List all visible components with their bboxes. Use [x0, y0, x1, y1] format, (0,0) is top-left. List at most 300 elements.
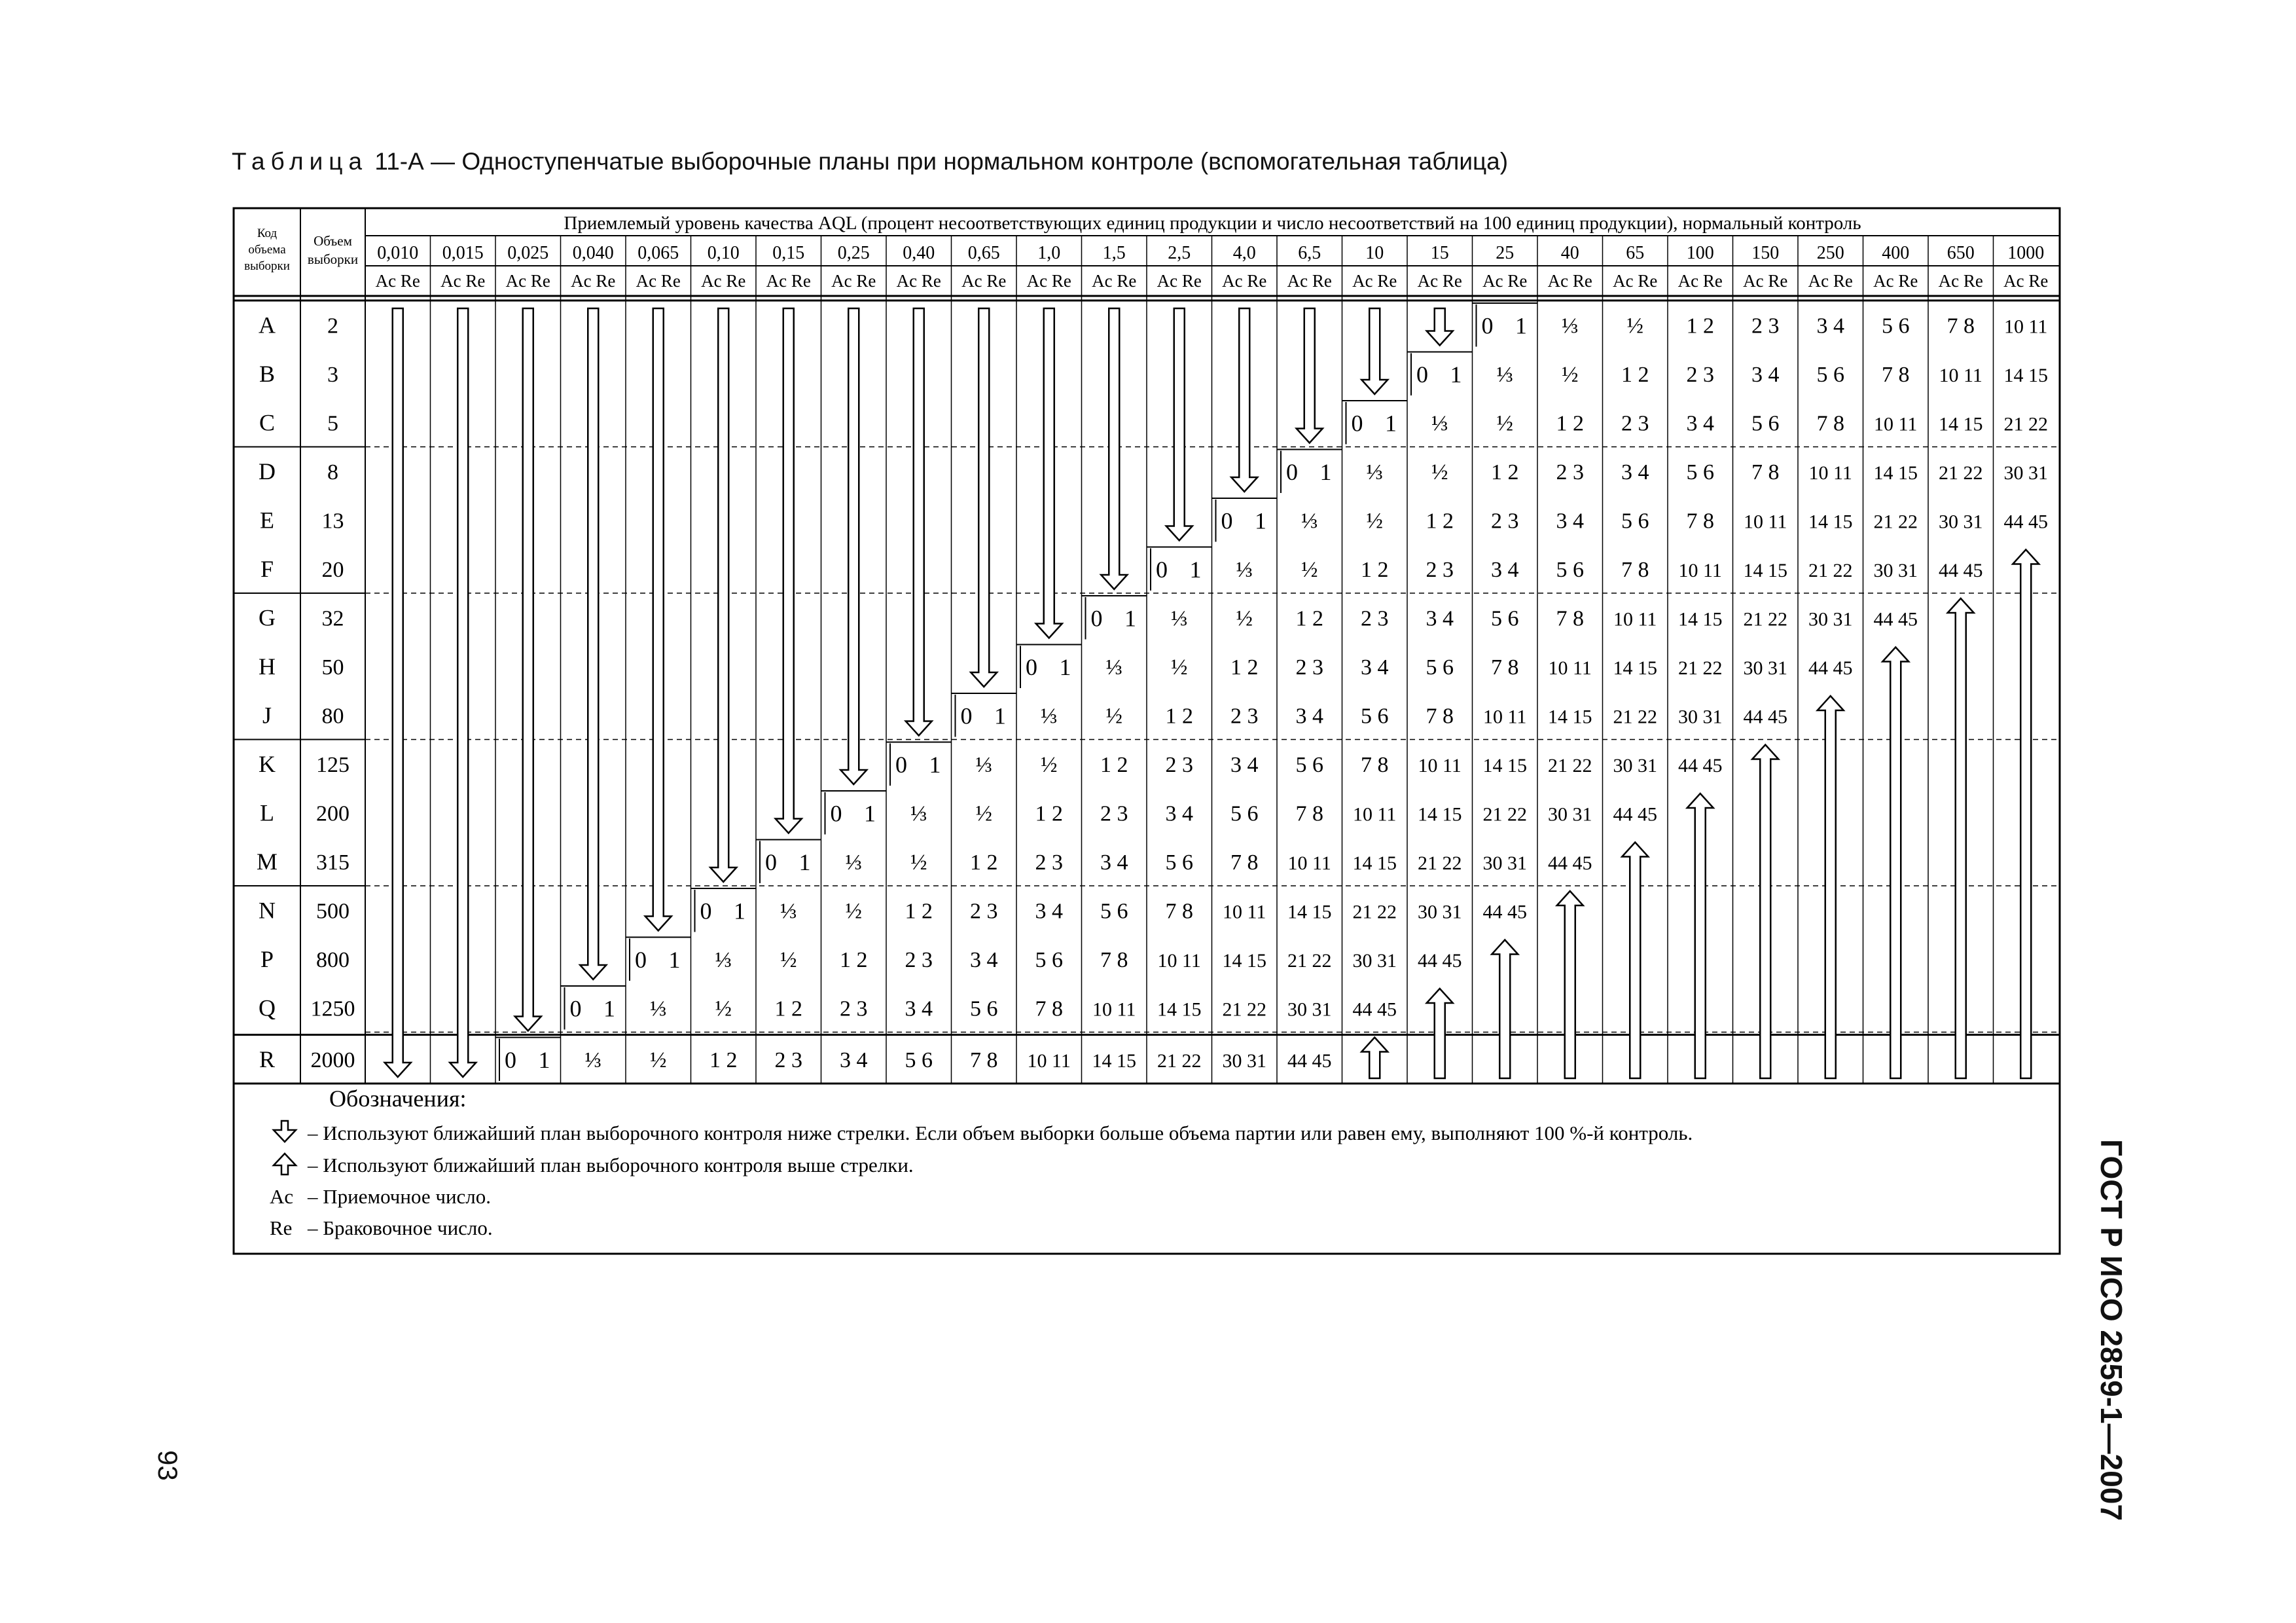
cell-value: 44 45	[1743, 706, 1787, 728]
cell-value: ½	[1431, 460, 1448, 484]
legend-item-text: – Используют ближайший план выборочного контроля выше стрелки.	[308, 1154, 914, 1176]
size-header-line: выборки	[307, 251, 359, 267]
cell-value: ½	[1626, 314, 1643, 338]
cell-value: 21 22	[1352, 901, 1397, 923]
down-arrow-shape	[1036, 308, 1062, 638]
up-arrow-icon	[1492, 940, 1518, 1079]
down-arrow-icon	[971, 308, 997, 687]
cell-value-ac-re: 0	[1221, 507, 1233, 534]
cell-value: 10 11	[1223, 901, 1266, 923]
cell-value: 30 31	[1743, 657, 1787, 679]
page-number: 93	[152, 1450, 183, 1481]
cell-value: 30 31	[1222, 1049, 1266, 1072]
down-arrow-shape	[1297, 308, 1323, 443]
aql-value-12: 2,5	[1168, 243, 1191, 263]
legend-up-arrow-shape	[274, 1154, 296, 1175]
cell-value: 21 22	[1222, 998, 1266, 1021]
aql-value-9: 0,65	[967, 243, 1000, 263]
row-code: E	[260, 507, 274, 534]
row-code: F	[260, 555, 274, 582]
row-code: L	[260, 799, 274, 826]
acre-label: Ac Re	[1287, 271, 1332, 291]
cell-value: 5 6	[1751, 411, 1780, 436]
acre-label: Ac Re	[896, 271, 941, 291]
down-arrow-icon	[1427, 308, 1453, 346]
cell-value: 21 22	[1678, 657, 1723, 679]
acre-label: Ac Re	[1613, 271, 1658, 291]
aql-value-24: 650	[1946, 243, 1975, 263]
cell-value: ⅓	[1431, 411, 1448, 436]
cell-value: 3 4	[1230, 752, 1259, 777]
aql-value-1: 0,015	[442, 243, 484, 263]
cell-value: 44 45	[1808, 657, 1853, 679]
cell-value-ac-re: 0	[765, 848, 777, 875]
cell-value: 30 31	[1482, 852, 1527, 874]
cell-value: ⅓	[1236, 557, 1253, 582]
cell-value: 10 11	[1353, 803, 1397, 826]
cell-value: ⅓	[1366, 460, 1383, 484]
down-arrow-shape	[385, 308, 411, 1077]
aql-value-15: 10	[1365, 243, 1384, 263]
cell-value: 2 3	[1686, 362, 1714, 387]
legend-item-text: – Приемочное число.	[308, 1185, 492, 1208]
cell-value: 1	[1319, 458, 1332, 485]
acre-label: Ac Re	[505, 271, 550, 291]
acre-label: Ac Re	[1352, 271, 1397, 291]
cell-value: 3 4	[1686, 411, 1714, 436]
cell-value: 14 15	[1808, 511, 1853, 533]
up-arrow-icon	[2013, 550, 2039, 1079]
aql-value-8: 0,40	[903, 243, 935, 263]
aql-value-6: 0,15	[772, 243, 805, 263]
cell-value: 14 15	[1222, 949, 1266, 972]
cell-value-ac-re: 0	[1416, 361, 1428, 388]
cell-value: 1	[1124, 605, 1136, 632]
cell-value: 5 6	[1556, 557, 1584, 582]
cell-value: 14 15	[1743, 559, 1787, 581]
cell-value-ac-re: 0	[1026, 653, 1037, 680]
cell-value: 7 8	[1100, 947, 1128, 972]
cell-value: 1 2	[1035, 801, 1063, 826]
down-arrow-icon	[1036, 308, 1062, 638]
cell-value: 1 2	[1165, 704, 1193, 729]
cell-value: 21 22	[1287, 949, 1332, 972]
cell-value: 14 15	[1548, 706, 1592, 728]
acre-label: Ac Re	[1808, 271, 1853, 291]
table-grid	[234, 208, 2060, 1254]
row-size: 20	[321, 557, 344, 582]
aql-value-25: 1000	[2007, 243, 2045, 263]
cell-value: 10 11	[1027, 1049, 1071, 1072]
row-code: C	[259, 409, 276, 436]
aql-header-title: Приемлемый уровень качества AQL (процент несоответствующих единиц продукции и число несоответствий на 100 единиц продукции), нормальный контроль	[564, 213, 1861, 234]
row-size: 8	[327, 460, 338, 484]
cell-value: 3 4	[1100, 850, 1128, 875]
acre-label: Ac Re	[1547, 271, 1592, 291]
up-arrow-shape	[1622, 843, 1648, 1079]
up-arrow-shape	[1557, 891, 1583, 1078]
cell-value: 1	[1385, 410, 1397, 437]
cell-value: 7 8	[1621, 557, 1649, 582]
cell-value: 1 2	[1556, 411, 1584, 436]
cell-value: 3 4	[1426, 606, 1454, 631]
legend	[270, 1085, 1693, 1239]
row-size: 1250	[310, 996, 355, 1021]
cell-value: 10 11	[1157, 949, 1201, 972]
acre-label: Ac Re	[831, 271, 876, 291]
aql-value-23: 400	[1882, 243, 1910, 263]
down-arrow-shape	[1101, 308, 1127, 589]
cell-value: 30 31	[1939, 511, 1983, 533]
acre-label: Ac Re	[636, 271, 681, 291]
cell-value: 2 3	[840, 996, 868, 1021]
cell-value: 10 11	[1613, 608, 1657, 630]
cell-value: 3 4	[1165, 801, 1193, 826]
cell-value: 1 2	[1230, 655, 1259, 680]
caption-text: 11-А — Одноступенчатые выборочные планы при нормальном контроле (вспомогательная таблица)	[374, 148, 1509, 175]
cell-value-ac-re: 0	[960, 702, 973, 729]
cell-value: ½	[1236, 606, 1253, 631]
cell-value: ⅓	[780, 899, 797, 924]
cell-value: 21 22	[1157, 1049, 1202, 1072]
cell-value: 1 2	[970, 850, 998, 875]
cell-value-ac-re: 0	[1090, 605, 1103, 632]
cell-value: 2 3	[1035, 850, 1063, 875]
cell-value: 3 4	[970, 947, 998, 972]
up-arrow-icon	[1557, 891, 1583, 1078]
cell-value: ⅓	[1171, 606, 1188, 631]
up-arrow-shape	[1818, 696, 1844, 1078]
cell-value: 10 11	[1678, 559, 1722, 581]
cell-value: 5 6	[1165, 850, 1193, 875]
cell-value: 14 15	[1613, 657, 1657, 679]
cell-value: 30 31	[1548, 803, 1592, 826]
aql-value-17: 25	[1496, 243, 1515, 263]
cell-value: 7 8	[1230, 850, 1259, 875]
cell-value: 21 22	[1939, 462, 1983, 484]
legend-up-arrow-icon	[274, 1154, 296, 1175]
acre-label: Ac Re	[1482, 271, 1528, 291]
cell-value: 1 2	[709, 1048, 738, 1072]
cell-value: 21 22	[1418, 852, 1462, 874]
cell-value: 1 2	[1621, 362, 1649, 387]
cell-value: 1	[1059, 653, 1071, 680]
cell-value: 14 15	[1092, 1049, 1136, 1072]
cell-value: 7 8	[1751, 460, 1780, 484]
cell-value: 3 4	[1035, 899, 1063, 924]
down-arrow-icon	[1166, 308, 1193, 541]
cell-value: 5 6	[1295, 752, 1323, 777]
cell-value: 44 45	[1287, 1049, 1332, 1072]
down-arrow-shape	[906, 308, 932, 736]
cell-value: 1 2	[1295, 606, 1323, 631]
cell-value: 1	[603, 995, 615, 1022]
cell-value: 2 3	[774, 1048, 802, 1072]
cell-value: 10 11	[1808, 462, 1852, 484]
cell-value: 1	[994, 702, 1006, 729]
cell-value: 7 8	[1035, 996, 1063, 1021]
up-arrow-icon	[1752, 745, 1778, 1079]
cell-value: 7 8	[1556, 606, 1584, 631]
cell-value: 5 6	[1361, 704, 1389, 729]
cell-value: 3 4	[1816, 314, 1844, 338]
cell-value: 5 6	[905, 1048, 933, 1072]
row-size: 13	[321, 509, 344, 534]
aql-value-4: 0,065	[637, 243, 679, 263]
cell-value: 44 45	[1613, 803, 1657, 826]
down-arrow-icon	[1231, 308, 1257, 492]
cell-value: ½	[780, 947, 797, 972]
cell-value: 10 11	[1874, 413, 1918, 435]
cell-value: 1	[1450, 361, 1462, 388]
cell-value: 2 3	[1491, 509, 1519, 534]
cell-value-ac-re: 0	[1286, 458, 1298, 485]
cell-value: 7 8	[1491, 655, 1519, 680]
cell-value: ½	[1041, 752, 1058, 777]
cell-value: 44 45	[1548, 852, 1592, 874]
down-arrow-icon	[1101, 308, 1127, 589]
cell-value: 21 22	[2003, 413, 2048, 435]
up-arrow-shape	[1882, 647, 1909, 1079]
down-arrow-icon	[1361, 308, 1388, 394]
down-arrow-shape	[776, 308, 802, 833]
cell-value: 5 6	[1035, 947, 1063, 972]
aql-value-10: 1,0	[1037, 243, 1061, 263]
cell-value: 10 11	[1287, 852, 1331, 874]
cell-value: 2 3	[1621, 411, 1649, 436]
cell-value: 1	[798, 848, 811, 875]
down-arrow-shape	[580, 308, 606, 979]
cell-value: 1 2	[905, 899, 933, 924]
cell-value: ½	[1301, 557, 1318, 582]
aql-value-22: 250	[1816, 243, 1844, 263]
cell-value: 30 31	[1808, 608, 1853, 630]
down-arrow-icon	[1297, 308, 1323, 443]
cell-value: 5 6	[1816, 362, 1844, 387]
down-arrow-icon	[645, 308, 672, 931]
cell-value-ac-re: 0	[895, 751, 907, 778]
cell-value: 1 2	[1100, 752, 1128, 777]
cell-value-ac-re: 0	[569, 995, 582, 1022]
cell-value: 14 15	[1939, 413, 1983, 435]
cell-value: 10 11	[1939, 364, 1982, 386]
acre-label: Ac Re	[1938, 271, 1983, 291]
cell-value: 10 11	[1483, 706, 1527, 728]
cell-value: ⅓	[975, 752, 992, 777]
cell-value: 5 6	[1882, 314, 1910, 338]
row-code: D	[259, 458, 276, 484]
cell-value: 30 31	[1287, 998, 1332, 1021]
cell-value: ½	[1496, 411, 1513, 436]
cell-value-ac-re: 0	[635, 946, 647, 973]
cell-value: 44 45	[1418, 949, 1462, 972]
cell-value: 5 6	[1491, 606, 1519, 631]
cell-value: ½	[650, 1048, 667, 1072]
row-size: 32	[321, 606, 344, 631]
cell-value: 2 3	[1230, 704, 1259, 729]
cell-value: ⅓	[910, 801, 927, 826]
cell-value: ½	[910, 850, 927, 875]
cell-value: 3 4	[840, 1048, 868, 1072]
down-arrow-shape	[710, 308, 736, 882]
cell-value: 2 3	[1100, 801, 1128, 826]
cell-value: 14 15	[1352, 852, 1397, 874]
down-arrow-icon	[776, 308, 802, 833]
cell-value: ⅓	[1041, 704, 1058, 729]
acre-label: Ac Re	[440, 271, 486, 291]
acre-label: Ac Re	[1743, 271, 1788, 291]
cell-value-ac-re: 0	[1156, 556, 1168, 583]
down-arrow-shape	[840, 308, 867, 784]
acre-label: Ac Re	[701, 271, 746, 291]
acre-label: Ac Re	[1873, 271, 1918, 291]
cell-value: ⅓	[845, 850, 862, 875]
cell-value: 5 6	[970, 996, 998, 1021]
cell-value: 2 3	[1295, 655, 1323, 680]
up-arrow-shape	[1427, 989, 1453, 1078]
down-arrow-icon	[906, 308, 932, 736]
cell-value-ac-re: 0	[1481, 312, 1494, 339]
cell-value: 7 8	[1165, 899, 1193, 924]
cell-value: 2 3	[970, 899, 998, 924]
cell-value: 3 4	[1621, 460, 1649, 484]
cell-value: 2 3	[905, 947, 933, 972]
acre-label: Ac Re	[571, 271, 616, 291]
up-arrow-icon	[1882, 647, 1909, 1079]
row-size: 2000	[310, 1048, 355, 1072]
up-arrow-icon	[1948, 598, 1974, 1078]
acre-label: Ac Re	[766, 271, 811, 291]
up-arrow-icon	[1427, 989, 1453, 1078]
cell-value: 7 8	[1295, 801, 1323, 826]
down-arrow-shape	[1231, 308, 1257, 492]
row-size: 2	[327, 314, 338, 338]
legend-title: Обозначения:	[329, 1085, 467, 1112]
up-arrow-icon	[1818, 696, 1844, 1078]
up-arrow-shape	[1492, 940, 1518, 1079]
cell-value: 1 2	[1426, 509, 1454, 534]
cell-value: 10 11	[1548, 657, 1592, 679]
cell-value: 14 15	[1678, 608, 1723, 630]
row-code: B	[259, 360, 276, 387]
aql-value-20: 100	[1686, 243, 1714, 263]
aql-value-19: 65	[1626, 243, 1645, 263]
cell-value: 10 11	[2004, 316, 2048, 338]
cell-value: 3 4	[905, 996, 933, 1021]
cell-value: 1 2	[1686, 314, 1714, 338]
up-arrow-shape	[1752, 745, 1778, 1079]
row-code: Q	[259, 994, 276, 1021]
cell-value: 14 15	[1287, 901, 1332, 923]
standard-id: ГОСТ Р ИСО 2859-1—2007	[2094, 1139, 2128, 1521]
cell-value: 30 31	[1352, 949, 1397, 972]
down-arrow-shape	[1166, 308, 1193, 541]
down-arrow-icon	[515, 308, 541, 1031]
cell-value: 5 6	[1230, 801, 1259, 826]
cell-value: 2 3	[1751, 314, 1780, 338]
aql-value-7: 0,25	[837, 243, 870, 263]
cell-value: 44 45	[1939, 559, 1983, 581]
row-code: N	[259, 897, 276, 924]
legend-down-arrow-icon	[274, 1121, 296, 1142]
acre-label: Ac Re	[1222, 271, 1267, 291]
cell-value: 1	[734, 898, 745, 924]
cell-value: 44 45	[1873, 608, 1918, 630]
cell-value-ac-re: 0	[830, 800, 842, 827]
cell-value: 2 3	[1556, 460, 1584, 484]
cell-value: ⅓	[715, 947, 732, 972]
row-code: A	[259, 312, 276, 338]
code-header-line: выборки	[244, 259, 290, 273]
cell-value: 14 15	[2003, 364, 2048, 386]
acre-label: Ac Re	[375, 271, 420, 291]
acre-label: Ac Re	[1092, 271, 1137, 291]
cell-value: 21 22	[1873, 511, 1918, 533]
down-arrow-shape	[515, 308, 541, 1031]
cell-value: 21 22	[1548, 754, 1592, 776]
aql-value-13: 4,0	[1232, 243, 1256, 263]
legend-symbol: Ac	[270, 1185, 294, 1208]
acre-label: Ac Re	[2003, 271, 2049, 291]
down-arrow-icon	[840, 308, 867, 784]
down-arrow-shape	[971, 308, 997, 687]
cell-value: ½	[1366, 509, 1383, 534]
up-arrow-shape	[1948, 598, 1974, 1078]
cell-value: 1 2	[1361, 557, 1389, 582]
cell-value: ⅓	[584, 1048, 601, 1072]
row-code: K	[259, 750, 276, 777]
cell-value: ½	[1562, 362, 1579, 387]
cell-value: 30 31	[1613, 754, 1657, 776]
cell-value: 7 8	[1426, 704, 1454, 729]
cell-value: 10 11	[1744, 511, 1787, 533]
cell-value: 3 4	[1295, 704, 1323, 729]
cell-value: 7 8	[1882, 362, 1910, 387]
cell-value: 1	[864, 800, 876, 827]
cell-value: 3 4	[1556, 509, 1584, 534]
cell-value: 44 45	[1352, 998, 1397, 1021]
cell-value: 14 15	[1157, 998, 1202, 1021]
row-code: H	[259, 653, 276, 680]
cell-value: 7 8	[1361, 752, 1389, 777]
row-code: J	[262, 702, 272, 729]
cell-value: 3 4	[1361, 655, 1389, 680]
cell-value: 7 8	[970, 1048, 998, 1072]
legend-down-arrow-shape	[274, 1121, 296, 1142]
down-arrow-icon	[710, 308, 736, 882]
row-code: G	[259, 604, 276, 631]
row-size: 315	[316, 850, 350, 875]
cell-value: 21 22	[1808, 559, 1853, 581]
cell-value: 21 22	[1743, 608, 1787, 630]
cell-value: 10 11	[1418, 754, 1462, 776]
code-header-line: Код	[257, 227, 278, 240]
cell-value-ac-re: 0	[1351, 410, 1363, 437]
size-header-line: Объем	[314, 233, 352, 249]
cell-value: 2 3	[1165, 752, 1193, 777]
row-code: R	[259, 1046, 276, 1072]
cell-value: 3 4	[1751, 362, 1780, 387]
aql-value-21: 150	[1751, 243, 1780, 263]
cell-value: 1	[1189, 556, 1202, 583]
cell-value: 1	[1255, 507, 1266, 534]
aql-value-18: 40	[1560, 243, 1579, 263]
cell-value: 21 22	[1482, 803, 1527, 826]
aql-value-3: 0,040	[572, 243, 614, 263]
cell-value: 5 6	[1426, 655, 1454, 680]
legend-item-text: – Используют ближайший план выборочного контроля ниже стрелки. Если объем выборки больше объема партии или равен ему, выполняют 100 %-й контроль.	[308, 1122, 1693, 1144]
cell-value: 14 15	[1418, 803, 1462, 826]
